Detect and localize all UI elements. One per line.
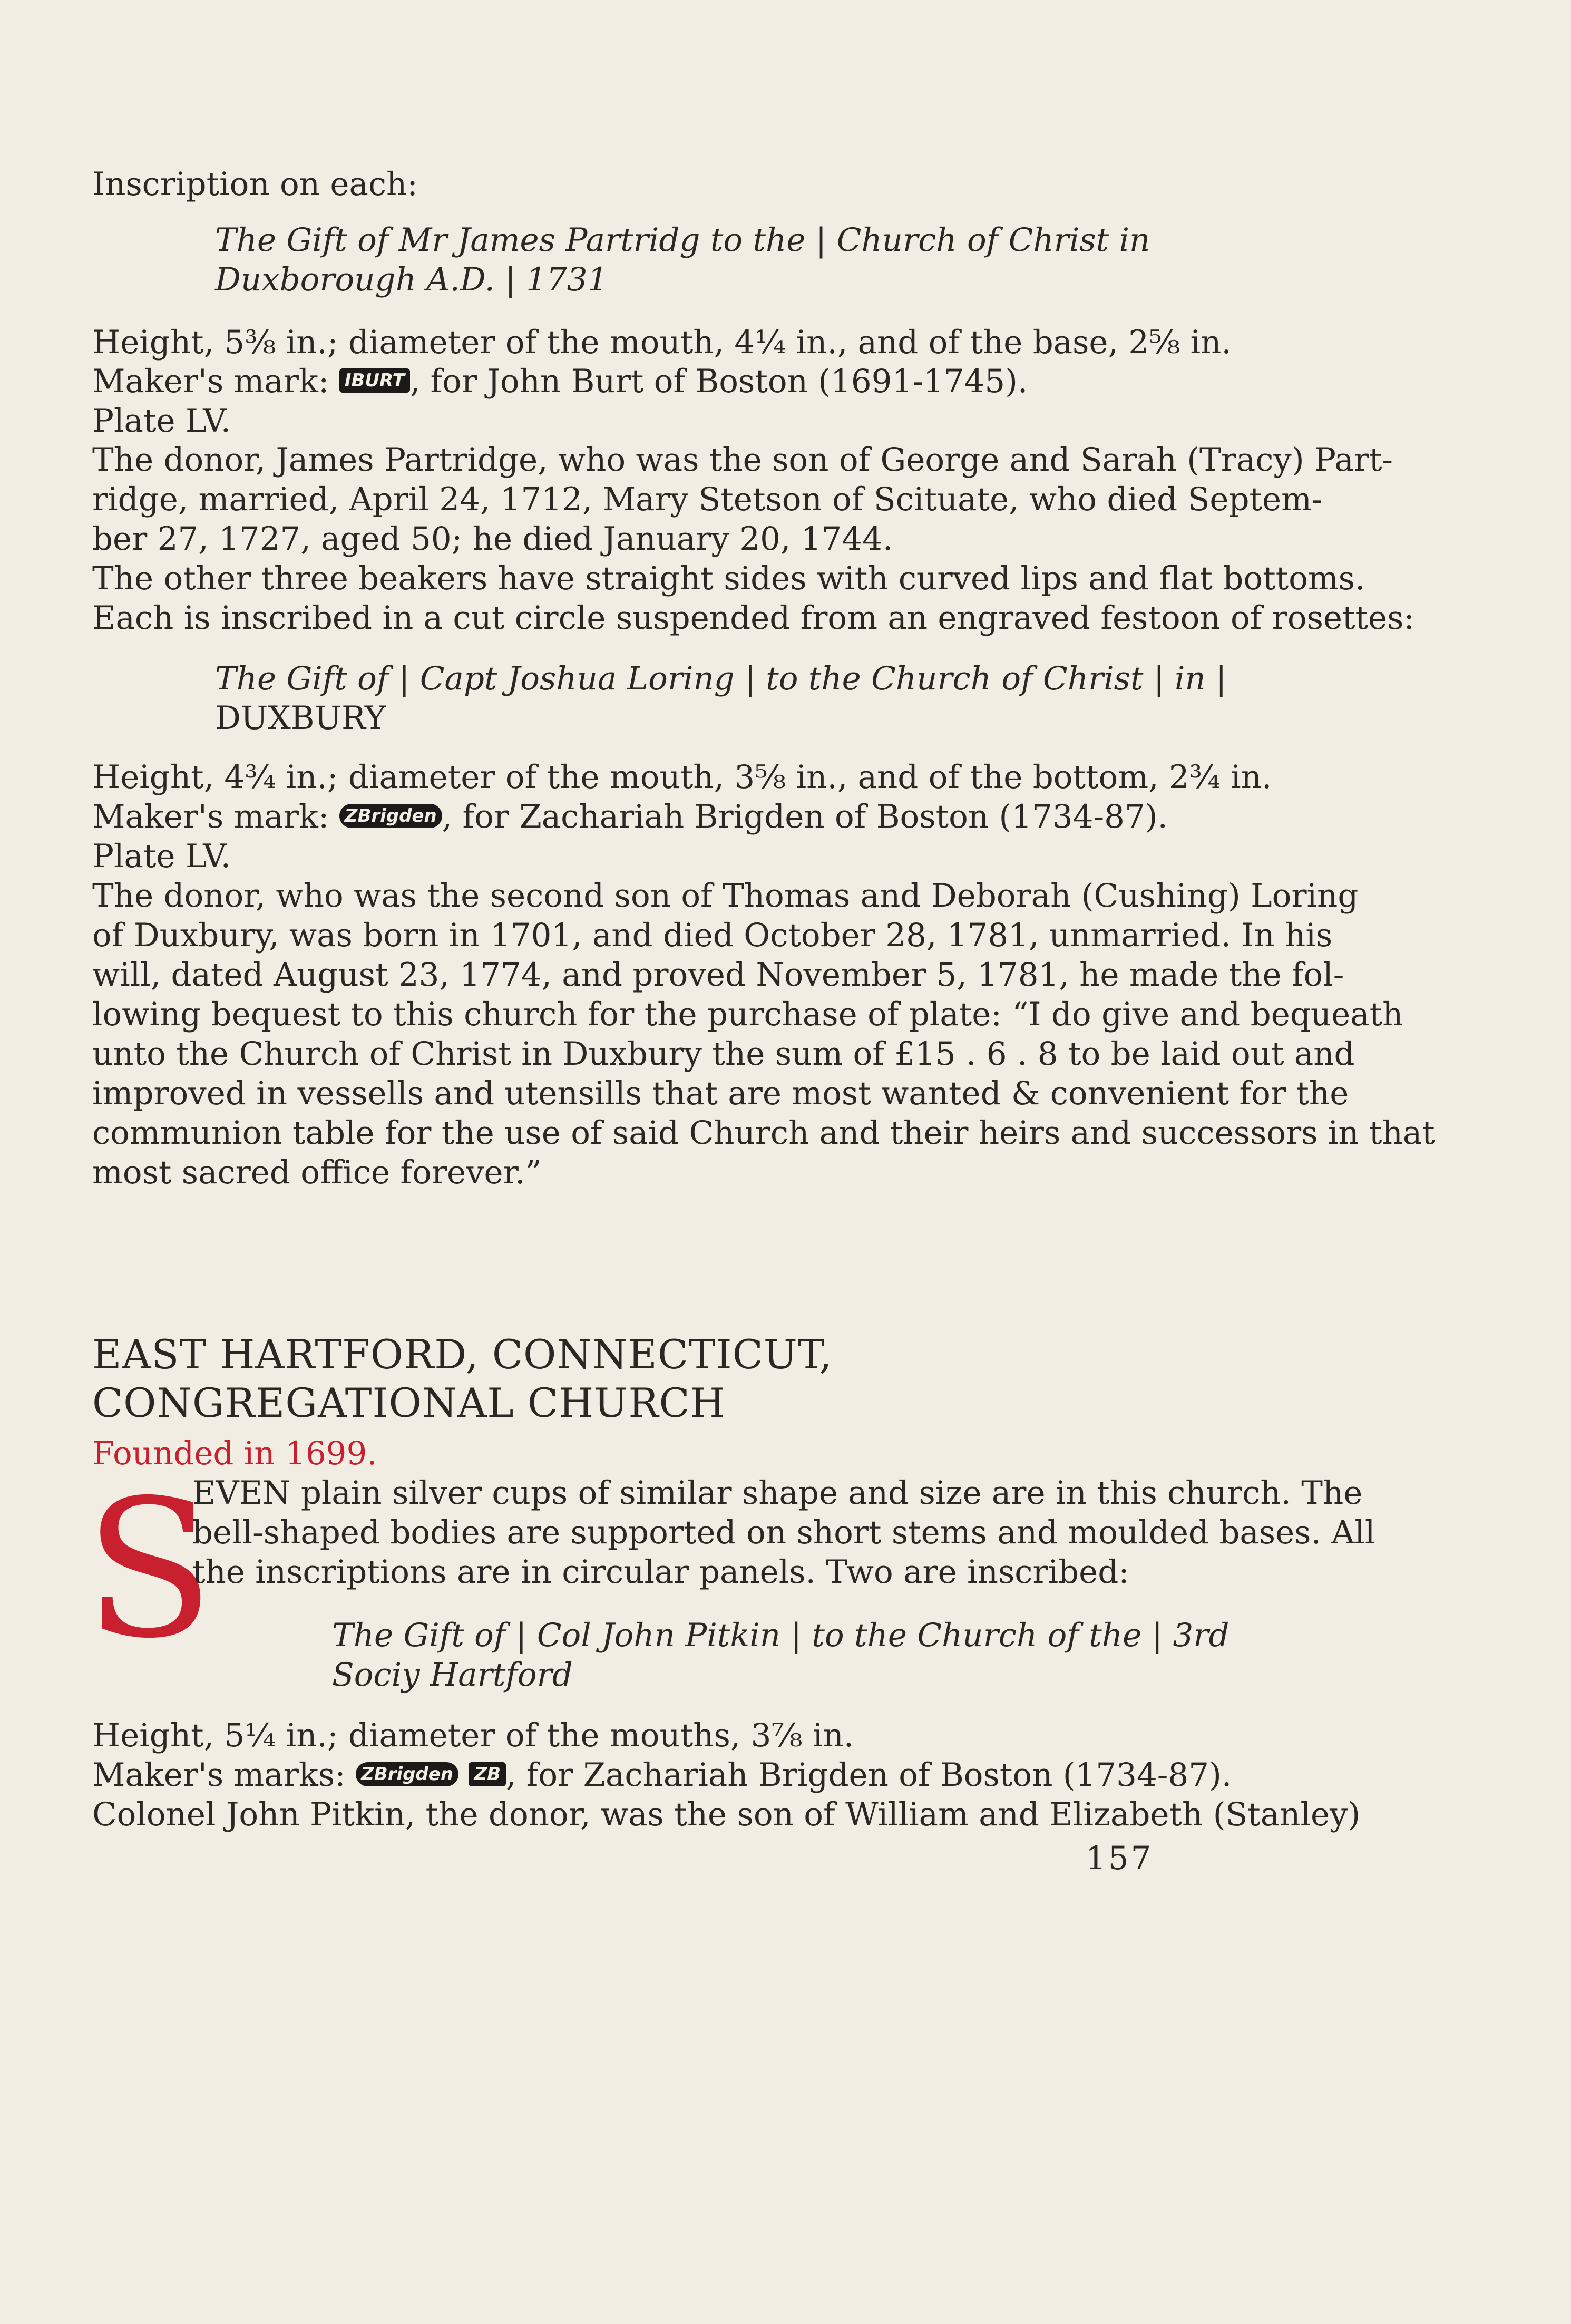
paragraph-line: The donor, James Partridge, who was the son of George and Sarah (Tracy) Part-	[92, 441, 1393, 479]
paragraph-line: lowing bequest to this church for the purchase of plate: “I do give and bequeath	[92, 996, 1403, 1033]
inscription-line: The Gift of | Capt Joshua Loring | to the Church of Christ | in |	[215, 660, 1227, 697]
dimensions-line: Height, 5¼ in.; diameter of the mouths, 3⅞ in.	[92, 1717, 854, 1754]
inscription-line: DUXBURY	[215, 699, 386, 737]
maker-stamp-burt: IBURT	[339, 368, 410, 393]
paragraph-line: bell-shaped bodies are supported on short stems and moulded bases. All	[192, 1514, 1375, 1551]
paragraph-line: will, dated August 23, 1774, and proved November 5, 1781, he made the fol-	[92, 956, 1344, 994]
section-heading: CONGREGATIONAL CHURCH	[92, 1379, 726, 1426]
makers-mark-line	[92, 797, 1209, 837]
inscription-intro: Inscription on each:	[92, 166, 418, 203]
maker-stamp-zb: ZB	[469, 1762, 506, 1786]
maker-attribution: , for Zachariah Brigden of Boston (1734-87).	[442, 798, 1168, 835]
makers-mark-label: Maker's mark:	[92, 798, 329, 835]
paragraph-line: ridge, married, April 24, 1712, Mary Stetson of Scituate, who died Septem-	[92, 481, 1323, 518]
paragraph-line: the inscriptions are in circular panels. Two are inscribed:	[192, 1553, 1129, 1591]
makers-mark-line	[92, 362, 1209, 401]
paragraph-line: improved in vessells and utensills that are most wanted & convenient for the	[92, 1075, 1349, 1112]
page-number: 157	[1086, 1840, 1154, 1877]
inscription-line: Duxborough A.D. | 1731	[215, 261, 608, 298]
paragraph-line: Colonel John Pitkin, the donor, was the son of William and Elizabeth (Stanley)	[92, 1796, 1361, 1833]
paragraph-line: Each is inscribed in a cut circle suspended from an engraved festoon of rosettes:	[92, 599, 1414, 637]
paragraph-line: most sacred office forever.”	[92, 1154, 542, 1191]
maker-stamp-brigden: ZBrigden	[339, 804, 442, 828]
paragraph-line: communion table for the use of said Church and their heirs and successors in that	[92, 1114, 1435, 1152]
makers-mark-label: Maker's mark:	[92, 363, 329, 400]
paragraph-line: EVEN plain silver cups of similar shape and size are in this church. The	[192, 1474, 1363, 1512]
section-heading: EAST HARTFORD, CONNECTICUT,	[92, 1331, 833, 1378]
dimensions-line: Height, 5⅜ in.; diameter of the mouth, 4¼ in., and of the base, 2⅝ in.	[92, 324, 1232, 361]
inscription-line: Sociy Hartford	[332, 1656, 573, 1694]
inscription-line: The Gift of | Col John Pitkin | to the Church of the | 3rd	[332, 1617, 1230, 1654]
makers-mark-label: Maker's marks:	[92, 1756, 346, 1794]
makers-mark-line	[92, 1755, 1232, 1795]
paragraph-line: ber 27, 1727, aged 50; he died January 20, 1744.	[92, 520, 893, 558]
maker-attribution: , for John Burt of Boston (1691-1745).	[409, 363, 1028, 400]
inscription-line: The Gift of Mr James Partridg to the | Church of Christ in	[215, 221, 1150, 259]
paragraph-line: The donor, who was the second son of Thomas and Deborah (Cushing) Loring	[92, 877, 1359, 915]
plate-reference: Plate LV.	[92, 402, 231, 440]
paragraph-line: of Duxbury, was born in 1701, and died October 28, 1781, unmarried. In his	[92, 917, 1333, 954]
founded-note: Founded in 1699.	[92, 1435, 377, 1472]
paragraph-line: The other three beakers have straight sides with curved lips and flat bottoms.	[92, 560, 1365, 597]
plate-reference: Plate LV.	[92, 838, 231, 875]
maker-attribution: , for Zachariah Brigden of Boston (1734-87).	[506, 1756, 1232, 1794]
drop-cap: S	[84, 1459, 214, 1680]
paragraph-line: unto the Church of Christ in Duxbury the sum of £15 . 6 . 8 to be laid out and	[92, 1035, 1355, 1073]
dimensions-line: Height, 4¾ in.; diameter of the mouth, 3⅝ in., and of the bottom, 2¾ in.	[92, 759, 1272, 796]
maker-stamp-brigden: ZBrigden	[356, 1762, 458, 1786]
